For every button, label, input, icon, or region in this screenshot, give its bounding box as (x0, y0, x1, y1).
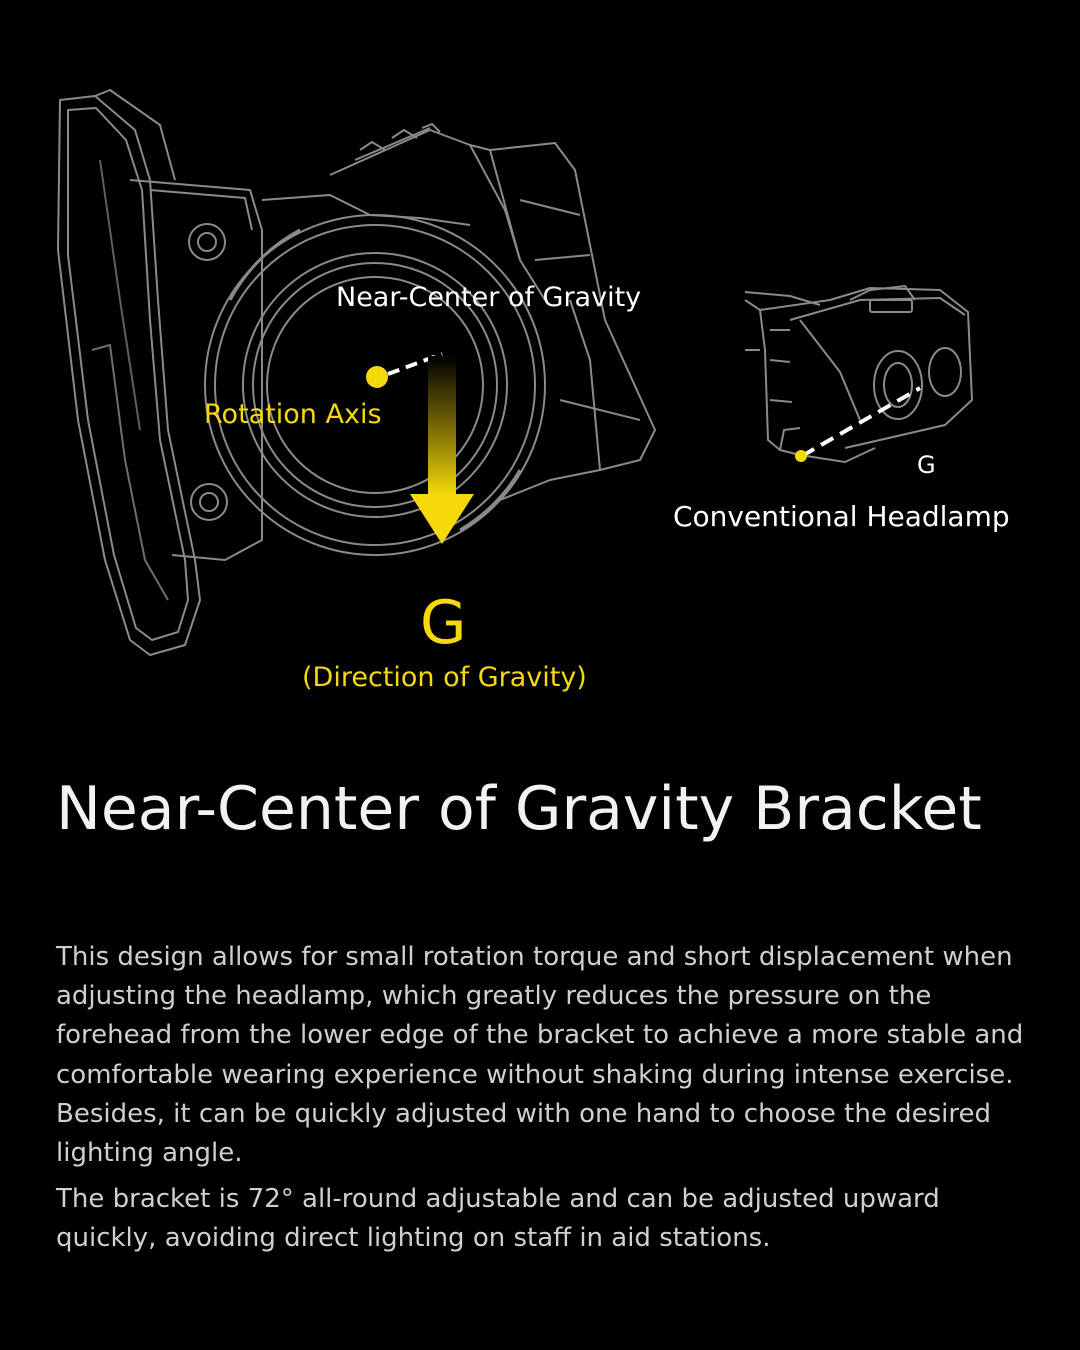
description-paragraph-1: This design allows for small rotation torque and short displacement when adjusting the headlamp, which greatly reduces the pressure on the forehead from the lower edge of the bracket to achieve a more stable and comfortable wearing experience without shaking during intense exercise. Besides, it can be quickly adjusted with one hand to choose the desired lighting angle. (56, 942, 1024, 1169)
page-title: Near-Center of Gravity Bracket (56, 774, 982, 844)
near-center-gravity-label: Near-Center of Gravity (336, 282, 642, 313)
gravity-arrow-icon (410, 356, 474, 544)
conventional-g-label: G (917, 451, 936, 479)
conventional-gravity-dash-line (802, 388, 920, 456)
rotation-axis-dot (366, 366, 388, 388)
bracket-headlamp-drawing (58, 90, 655, 655)
description-paragraph-2: The bracket is 72° all-round adjustable and can be adjusted upward quickly, avoiding direct lighting on staff in aid stations. (56, 1184, 940, 1254)
conventional-gravity-dot (795, 450, 807, 462)
gravity-g-label: G (420, 588, 467, 658)
rotation-axis-label: Rotation Axis (204, 399, 382, 430)
direction-of-gravity-label: (Direction of Gravity) (302, 662, 587, 693)
conventional-headlamp-drawing (745, 286, 972, 462)
conventional-headlamp-label: Conventional Headlamp (673, 500, 1010, 533)
